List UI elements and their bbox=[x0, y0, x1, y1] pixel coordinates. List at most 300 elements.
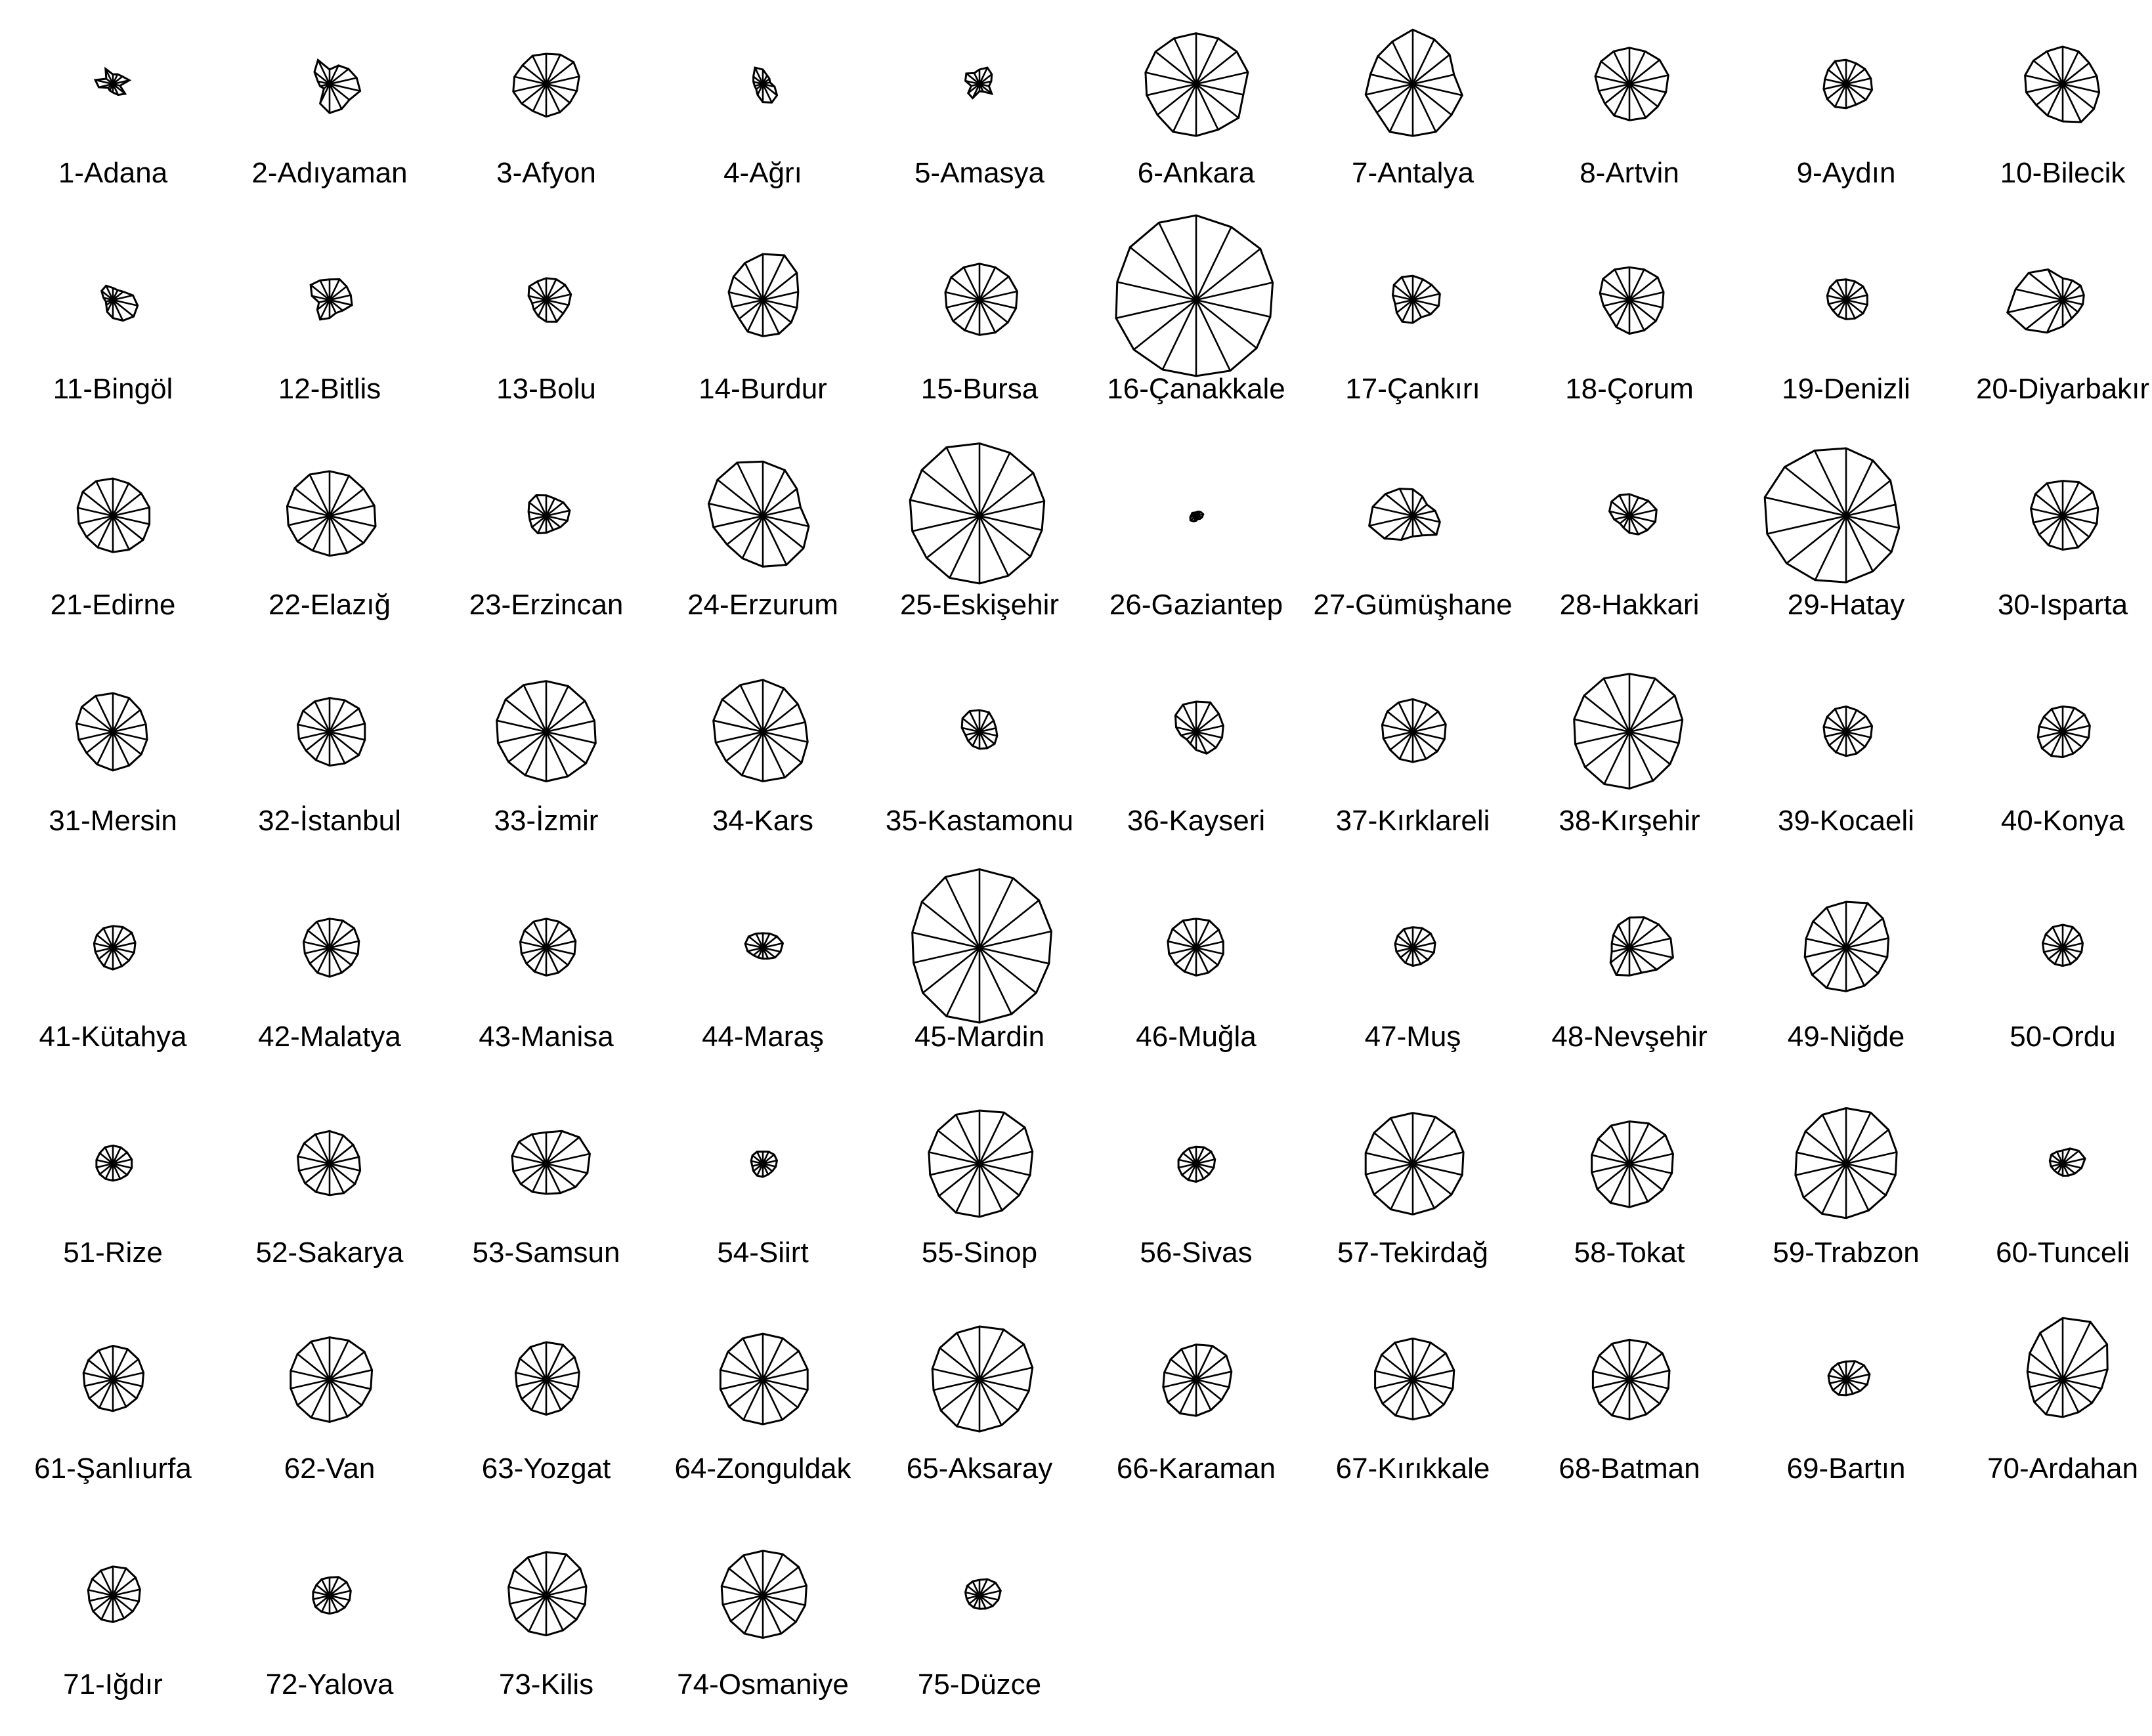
star-ray-p30-14 bbox=[2047, 483, 2063, 516]
province-label-p45: 45-Mardin bbox=[914, 1021, 1045, 1053]
star-ray-p34-7 bbox=[763, 732, 785, 778]
star-ray-p42-2 bbox=[330, 921, 343, 948]
star-ray-p49-7 bbox=[1846, 948, 1864, 986]
province-label-p18: 18-Çorum bbox=[1565, 373, 1694, 405]
star-ray-p14-14 bbox=[745, 263, 763, 300]
star-glyph-p14 bbox=[699, 254, 827, 405]
star-ray-p66-2 bbox=[1196, 1346, 1213, 1380]
star-ray-p57-7 bbox=[1413, 1164, 1434, 1208]
star-glyph-p67 bbox=[1336, 1338, 1490, 1485]
star-ray-p38-14 bbox=[1604, 679, 1629, 732]
province-label-p6: 6-Ankara bbox=[1137, 157, 1255, 189]
star-glyph-p55 bbox=[922, 1111, 1037, 1269]
star-glyph-p29 bbox=[1765, 448, 1905, 621]
province-label-p58: 58-Tokat bbox=[1574, 1237, 1685, 1269]
star-ray-p42-14 bbox=[317, 921, 330, 948]
province-label-p9: 9-Aydın bbox=[1796, 157, 1896, 189]
star-ray-p59-7 bbox=[1846, 1164, 1868, 1210]
star-glyph-p45 bbox=[913, 869, 1052, 1053]
star-ray-p3-2 bbox=[546, 54, 561, 84]
star-ray-p65-2 bbox=[979, 1330, 1004, 1380]
star-ray-p61-2 bbox=[113, 1349, 127, 1380]
star-glyph-p50 bbox=[2010, 925, 2115, 1053]
star-glyph-p19 bbox=[1782, 280, 1910, 405]
star-ray-p49-2 bbox=[1846, 903, 1868, 948]
province-label-p70: 70-Ardahan bbox=[1987, 1452, 2138, 1485]
province-label-p22: 22-Elazığ bbox=[269, 589, 391, 621]
province-label-p24: 24-Erzurum bbox=[687, 589, 838, 621]
star-glyph-p34 bbox=[712, 680, 813, 837]
star-ray-p55-7 bbox=[979, 1164, 1002, 1210]
star-ray-p38-9 bbox=[1604, 732, 1629, 784]
province-label-p35: 35-Kastamonu bbox=[885, 805, 1074, 837]
star-glyph-p20 bbox=[1976, 270, 2149, 405]
star-glyph-p44 bbox=[702, 933, 824, 1053]
star-glyph-p70 bbox=[1987, 1318, 2138, 1485]
province-label-p3: 3-Afyon bbox=[496, 157, 596, 189]
province-label-p48: 48-Nevşehir bbox=[1551, 1021, 1708, 1053]
province-label-p69: 69-Bartın bbox=[1786, 1452, 1906, 1485]
star-glyph-p25 bbox=[900, 444, 1059, 621]
star-ray-p65-14 bbox=[957, 1333, 979, 1380]
star-glyph-p27 bbox=[1313, 489, 1512, 621]
star-ray-p62-14 bbox=[311, 1342, 330, 1380]
star-ray-p29-7 bbox=[1846, 516, 1873, 572]
star-ray-p18-9 bbox=[1616, 300, 1629, 327]
star-ray-p61-9 bbox=[99, 1380, 113, 1408]
star-ray-p32-7 bbox=[330, 732, 345, 763]
star-ray-p25-2 bbox=[979, 453, 1010, 516]
province-label-p36: 36-Kayseri bbox=[1127, 805, 1266, 837]
star-glyph-p54 bbox=[717, 1152, 808, 1269]
star-glyph-p23 bbox=[469, 496, 624, 622]
star-ray-p45-2 bbox=[979, 878, 1013, 948]
province-label-p15: 15-Bursa bbox=[920, 373, 1039, 405]
star-ray-p74-9 bbox=[744, 1596, 763, 1634]
star-ray-p45-14 bbox=[945, 877, 979, 948]
star-ray-p67-7 bbox=[1413, 1380, 1430, 1416]
star-ray-p68-7 bbox=[1629, 1380, 1646, 1414]
star-glyph-p37 bbox=[1336, 699, 1490, 837]
star-glyph-p46 bbox=[1136, 919, 1257, 1053]
star-glyph-p38 bbox=[1559, 674, 1700, 837]
province-label-p13: 13-Bolu bbox=[496, 373, 596, 405]
star-ray-p53-7 bbox=[546, 1164, 561, 1193]
star-ray-p7-7 bbox=[1413, 84, 1436, 132]
province-label-p5: 5-Amasya bbox=[914, 157, 1045, 189]
star-ray-p38-2 bbox=[1629, 679, 1655, 732]
star-ray-p68-14 bbox=[1612, 1344, 1629, 1380]
star-glyph-p35 bbox=[886, 710, 1073, 837]
star-ray-p65-7 bbox=[979, 1380, 1002, 1426]
province-label-p71: 71-Iğdır bbox=[63, 1668, 163, 1701]
province-label-p54: 54-Siirt bbox=[717, 1237, 809, 1269]
province-label-p42: 42-Malatya bbox=[258, 1021, 401, 1053]
star-glyph-p3 bbox=[496, 54, 596, 189]
star-ray-p59-2 bbox=[1846, 1112, 1871, 1164]
province-label-p32: 32-İstanbul bbox=[258, 805, 401, 837]
star-ray-p6-9 bbox=[1173, 84, 1196, 132]
star-ray-p24-9 bbox=[742, 516, 763, 559]
star-glyph-p57 bbox=[1337, 1113, 1488, 1269]
star-ray-p62-2 bbox=[330, 1340, 349, 1380]
star-ray-p65-9 bbox=[957, 1380, 979, 1426]
star-ray-p57-14 bbox=[1391, 1118, 1413, 1164]
province-label-p20: 20-Diyarbakır bbox=[1975, 373, 2150, 405]
province-label-p62: 62-Van bbox=[284, 1452, 376, 1485]
star-glyph-p2 bbox=[251, 60, 407, 190]
star-ray-p61-7 bbox=[113, 1380, 126, 1407]
star-glyph-p36 bbox=[1127, 702, 1265, 837]
star-glyph-p62 bbox=[284, 1338, 376, 1485]
star-ray-p70-7 bbox=[2063, 1380, 2078, 1412]
star-ray-p43-2 bbox=[546, 921, 559, 948]
star-ray-p7-2 bbox=[1413, 39, 1434, 84]
star-ray-p63-7 bbox=[546, 1380, 561, 1410]
star-glyph-p8 bbox=[1580, 48, 1679, 189]
star-ray-p64-9 bbox=[744, 1380, 764, 1420]
province-label-p56: 56-Sivas bbox=[1140, 1237, 1253, 1269]
province-label-p34: 34-Kars bbox=[712, 805, 814, 837]
star-ray-p8-14 bbox=[1614, 51, 1629, 84]
star-glyph-p9 bbox=[1797, 60, 1896, 189]
province-label-p8: 8-Artvin bbox=[1580, 157, 1679, 189]
province-label-p19: 19-Denizli bbox=[1782, 373, 1910, 405]
star-glyph-p51 bbox=[63, 1145, 163, 1269]
star-ray-p73-7 bbox=[546, 1596, 563, 1630]
province-label-p38: 38-Kırşehir bbox=[1559, 805, 1700, 837]
star-ray-p66-9 bbox=[1180, 1380, 1196, 1413]
province-label-p1: 1-Adana bbox=[58, 157, 168, 189]
star-ray-p21-9 bbox=[98, 516, 113, 547]
province-label-p26: 26-Gaziantep bbox=[1109, 589, 1283, 621]
star-ray-p66-7 bbox=[1196, 1380, 1211, 1410]
star-ray-p32-2 bbox=[330, 700, 345, 732]
star-ray-p27-14 bbox=[1400, 489, 1413, 516]
province-label-p75: 75-Düzce bbox=[917, 1668, 1042, 1701]
star-ray-p18-2 bbox=[1629, 270, 1644, 300]
star-glyph-p61 bbox=[34, 1346, 192, 1485]
star-ray-p21-2 bbox=[113, 483, 129, 516]
province-label-p2: 2-Adıyaman bbox=[251, 157, 408, 189]
star-glyph-p33 bbox=[494, 681, 599, 837]
star-glyph-p1 bbox=[58, 69, 168, 189]
star-ray-p37-2 bbox=[1413, 704, 1427, 732]
star-ray-p70-9 bbox=[2046, 1380, 2063, 1414]
star-ray-p63-14 bbox=[530, 1347, 546, 1380]
province-label-p55: 55-Sinop bbox=[921, 1237, 1038, 1269]
star-ray-p57-2 bbox=[1413, 1117, 1435, 1164]
star-ray-p8-2 bbox=[1629, 51, 1645, 84]
star-ray-p55-14 bbox=[956, 1114, 979, 1164]
province-label-p16: 16-Çanakkale bbox=[1107, 373, 1285, 405]
star-ray-p25-9 bbox=[950, 516, 980, 578]
star-ray-p15-2 bbox=[979, 267, 995, 300]
star-ray-p31-9 bbox=[97, 732, 113, 765]
star-ray-p71-2 bbox=[113, 1569, 126, 1596]
star-glyph-p73 bbox=[499, 1552, 593, 1701]
star-ray-p6-2 bbox=[1196, 38, 1218, 84]
star-ray-p58-9 bbox=[1610, 1164, 1629, 1203]
star-ray-p59-9 bbox=[1822, 1164, 1846, 1214]
star-glyph-p64 bbox=[674, 1334, 851, 1485]
province-label-p14: 14-Burdur bbox=[699, 373, 827, 405]
star-glyph-p26 bbox=[1109, 511, 1283, 621]
star-ray-p67-2 bbox=[1413, 1343, 1431, 1380]
province-label-p4: 4-Ağrı bbox=[723, 157, 802, 189]
province-label-p11: 11-Bingöl bbox=[53, 373, 173, 405]
star-ray-p16-14 bbox=[1159, 222, 1196, 300]
province-label-p65: 65-Aksaray bbox=[906, 1452, 1053, 1485]
star-ray-p53-14 bbox=[532, 1134, 546, 1164]
star-glyph-p28 bbox=[1560, 494, 1700, 621]
province-label-p73: 73-Kilis bbox=[498, 1668, 594, 1701]
star-glyph-p4 bbox=[723, 68, 802, 189]
star-ray-p33-2 bbox=[546, 686, 569, 732]
star-ray-p21-14 bbox=[97, 481, 114, 516]
star-ray-p15-14 bbox=[964, 267, 979, 300]
star-glyph-p69 bbox=[1787, 1361, 1906, 1485]
province-label-p59: 59-Trabzon bbox=[1773, 1237, 1920, 1269]
star-ray-p22-14 bbox=[310, 475, 330, 516]
star-ray-p55-9 bbox=[956, 1164, 979, 1213]
star-ray-p34-2 bbox=[763, 688, 784, 732]
star-glyph-p39 bbox=[1778, 706, 1914, 837]
star-ray-p10-9 bbox=[2048, 84, 2063, 116]
star-glyph-p41 bbox=[39, 926, 187, 1053]
province-label-p68: 68-Batman bbox=[1559, 1452, 1700, 1485]
star-ray-p22-9 bbox=[313, 516, 330, 551]
star-ray-p68-2 bbox=[1629, 1343, 1647, 1380]
star-ray-p74-7 bbox=[763, 1596, 781, 1634]
province-label-p63: 63-Yozgat bbox=[481, 1452, 611, 1485]
star-outline-p20 bbox=[2008, 270, 2084, 333]
province-label-p37: 37-Kırklareli bbox=[1335, 805, 1490, 837]
star-ray-p32-9 bbox=[316, 732, 330, 760]
star-ray-p33-7 bbox=[546, 732, 568, 776]
star-outline-p29 bbox=[1765, 448, 1899, 582]
star-ray-p36-14 bbox=[1183, 705, 1196, 732]
star-glyph-p17 bbox=[1345, 276, 1480, 405]
star-ray-p14-2 bbox=[763, 255, 785, 300]
province-label-p17: 17-Çankırı bbox=[1345, 373, 1480, 405]
star-ray-p7-9 bbox=[1390, 84, 1413, 132]
star-ray-p31-2 bbox=[113, 698, 129, 732]
star-ray-p58-2 bbox=[1629, 1124, 1649, 1164]
star-glyph-p48 bbox=[1551, 918, 1707, 1053]
star-ray-p6-7 bbox=[1196, 84, 1218, 130]
star-ray-p30-7 bbox=[2063, 516, 2078, 547]
province-label-p74: 74-Osmaniye bbox=[677, 1668, 849, 1701]
star-ray-p58-14 bbox=[1611, 1126, 1629, 1164]
province-label-p52: 52-Sakarya bbox=[255, 1237, 404, 1269]
star-ray-p18-7 bbox=[1629, 300, 1644, 330]
province-label-p10: 10-Bilecik bbox=[2000, 157, 2126, 189]
province-label-p61: 61-Şanlıurfa bbox=[34, 1452, 192, 1485]
province-label-p30: 30-Isparta bbox=[1997, 589, 2128, 621]
province-label-p25: 25-Eskişehir bbox=[899, 589, 1060, 621]
star-glyph-p6 bbox=[1138, 33, 1255, 189]
star-glyph-p47 bbox=[1365, 927, 1461, 1053]
star-ray-p49-14 bbox=[1827, 908, 1847, 948]
star-ray-p34-9 bbox=[742, 732, 763, 775]
star-glyph-p75 bbox=[918, 1579, 1041, 1701]
star-ray-p46-2 bbox=[1196, 921, 1209, 948]
star-ray-p30-9 bbox=[2048, 516, 2063, 545]
star-ray-p61-14 bbox=[98, 1350, 113, 1380]
star-glyph-p63 bbox=[482, 1342, 611, 1485]
star-ray-p73-2 bbox=[546, 1554, 566, 1596]
star-ray-p29-9 bbox=[1815, 516, 1846, 580]
province-label-p60: 60-Tunceli bbox=[1996, 1237, 2130, 1269]
star-glyph-p12 bbox=[278, 280, 381, 406]
province-label-p50: 50-Ordu bbox=[2010, 1021, 2116, 1053]
star-glyph-p68 bbox=[1559, 1340, 1700, 1485]
star-ray-p33-9 bbox=[525, 732, 546, 775]
province-label-p43: 43-Manisa bbox=[479, 1021, 614, 1053]
province-label-p21: 21-Edirne bbox=[50, 589, 176, 621]
star-ray-p3-14 bbox=[532, 56, 546, 84]
star-ray-p30-2 bbox=[2063, 482, 2079, 516]
province-label-p29: 29-Hatay bbox=[1787, 589, 1905, 621]
star-glyph-p43 bbox=[479, 919, 614, 1053]
star-ray-p25-14 bbox=[947, 448, 979, 516]
star-glyph-p60 bbox=[1996, 1149, 2130, 1269]
star-glyph-p22 bbox=[269, 471, 391, 621]
star-ray-p53-2 bbox=[546, 1131, 562, 1164]
star-glyph-p65 bbox=[907, 1326, 1053, 1485]
star-ray-p16-7 bbox=[1196, 300, 1230, 371]
star-ray-p52-7 bbox=[330, 1164, 344, 1193]
province-label-p28: 28-Hakkari bbox=[1559, 589, 1700, 621]
star-ray-p16-9 bbox=[1163, 300, 1196, 370]
star-glyph-p24 bbox=[687, 461, 838, 621]
star-ray-p48-2 bbox=[1629, 918, 1644, 948]
star-ray-p10-7 bbox=[2063, 84, 2081, 122]
star-glyph-p10 bbox=[2000, 47, 2126, 189]
star-ray-p15-9 bbox=[965, 300, 979, 330]
star-ray-p15-7 bbox=[979, 300, 995, 333]
star-ray-p68-9 bbox=[1612, 1380, 1629, 1416]
province-label-p57: 57-Tekirdağ bbox=[1337, 1237, 1488, 1269]
province-label-p49: 49-Niğde bbox=[1787, 1021, 1905, 1053]
star-ray-p34-14 bbox=[741, 685, 763, 732]
star-ray-p52-9 bbox=[316, 1164, 330, 1192]
star-ray-p66-14 bbox=[1182, 1349, 1196, 1380]
star-glyph-p11 bbox=[53, 286, 173, 405]
star-ray-p55-2 bbox=[979, 1112, 1004, 1164]
star-ray-p3-7 bbox=[546, 84, 560, 112]
star-ray-p7-14 bbox=[1392, 41, 1413, 84]
star-ray-p70-2 bbox=[2063, 1322, 2090, 1380]
star-ray-p31-7 bbox=[113, 732, 129, 765]
province-label-p33: 33-İzmir bbox=[494, 805, 599, 837]
star-ray-p29-2 bbox=[1846, 461, 1873, 517]
star-ray-p22-7 bbox=[330, 516, 347, 553]
province-label-p53: 53-Samsun bbox=[472, 1237, 620, 1269]
province-label-p66: 66-Karaman bbox=[1116, 1452, 1276, 1485]
star-ray-p58-7 bbox=[1629, 1164, 1648, 1202]
star-glyph-p53 bbox=[472, 1131, 620, 1269]
star-ray-p14-9 bbox=[748, 300, 763, 331]
star-ray-p73-9 bbox=[529, 1596, 546, 1632]
star-glyph-p58 bbox=[1574, 1122, 1685, 1269]
star-ray-p25-7 bbox=[979, 516, 1008, 576]
star-ray-p22-2 bbox=[330, 476, 349, 516]
star-ray-p8-9 bbox=[1614, 84, 1629, 116]
province-label-p31: 31-Mersin bbox=[49, 805, 177, 837]
star-ray-p62-7 bbox=[330, 1380, 347, 1416]
star-ray-p37-9 bbox=[1400, 732, 1413, 759]
star-ray-p3-9 bbox=[533, 84, 546, 111]
star-ray-p64-14 bbox=[743, 1338, 763, 1380]
star-ray-p43-14 bbox=[534, 921, 546, 948]
star-ray-p24-2 bbox=[763, 470, 785, 516]
star-ray-p67-14 bbox=[1395, 1343, 1413, 1380]
star-ray-p59-14 bbox=[1822, 1114, 1846, 1164]
province-label-p12: 12-Bitlis bbox=[278, 373, 381, 405]
star-glyph-p56 bbox=[1140, 1147, 1252, 1269]
star-ray-p74-2 bbox=[763, 1554, 783, 1596]
star-glyph-p71 bbox=[63, 1567, 163, 1701]
star-ray-p49-9 bbox=[1827, 948, 1847, 988]
star-ray-p64-2 bbox=[763, 1338, 783, 1380]
star-ray-p48-9 bbox=[1616, 948, 1629, 975]
star-glyph-p16 bbox=[1107, 215, 1285, 405]
star-glyph-p72 bbox=[266, 1577, 394, 1701]
star-ray-p67-9 bbox=[1396, 1380, 1413, 1416]
star-glyph-p18 bbox=[1565, 267, 1694, 405]
star-ray-p57-9 bbox=[1391, 1164, 1413, 1210]
star-ray-p10-14 bbox=[2047, 51, 2063, 84]
star-glyph-p52 bbox=[255, 1131, 404, 1269]
star-ray-p46-14 bbox=[1183, 921, 1196, 948]
star-ray-p29-14 bbox=[1815, 451, 1846, 517]
star-ray-p16-2 bbox=[1196, 227, 1232, 300]
star-glyph-p5 bbox=[915, 68, 1045, 189]
province-label-p40: 40-Konya bbox=[2000, 805, 2125, 837]
province-label-p44: 44-Maraş bbox=[702, 1021, 824, 1053]
province-label-p39: 39-Kocaeli bbox=[1778, 805, 1914, 837]
star-ray-p32-14 bbox=[315, 702, 330, 732]
star-ray-p53-9 bbox=[532, 1164, 546, 1192]
star-ray-p8-7 bbox=[1629, 84, 1646, 117]
province-label-p72: 72-Yalova bbox=[265, 1668, 394, 1701]
star-ray-p63-9 bbox=[532, 1380, 546, 1410]
star-ray-p63-2 bbox=[546, 1345, 563, 1380]
star-ray-p38-7 bbox=[1629, 732, 1653, 781]
star-ray-p52-2 bbox=[330, 1135, 343, 1164]
province-label-p51: 51-Rize bbox=[63, 1237, 163, 1269]
province-label-p7: 7-Antalya bbox=[1352, 157, 1474, 189]
star-glyph-p59 bbox=[1773, 1108, 1919, 1269]
star-glyph-p42 bbox=[258, 919, 401, 1053]
star-ray-p33-14 bbox=[524, 685, 546, 732]
star-glyph-p13 bbox=[496, 278, 596, 405]
star-ray-p64-7 bbox=[763, 1380, 783, 1420]
star-ray-p70-14 bbox=[2040, 1333, 2063, 1380]
star-glyph-p66 bbox=[1117, 1345, 1276, 1485]
province-label-p23: 23-Erzincan bbox=[469, 589, 624, 621]
star-ray-p45-7 bbox=[979, 948, 1012, 1014]
star-ray-p73-14 bbox=[528, 1557, 546, 1596]
star-ray-p31-14 bbox=[96, 696, 113, 732]
star-ray-p52-14 bbox=[315, 1134, 330, 1164]
province-label-p41: 41-Kütahya bbox=[39, 1021, 187, 1053]
star-outline-p70 bbox=[2027, 1318, 2107, 1417]
star-ray-p6-14 bbox=[1174, 38, 1197, 84]
province-label-p67: 67-Kırıkkale bbox=[1335, 1452, 1490, 1485]
